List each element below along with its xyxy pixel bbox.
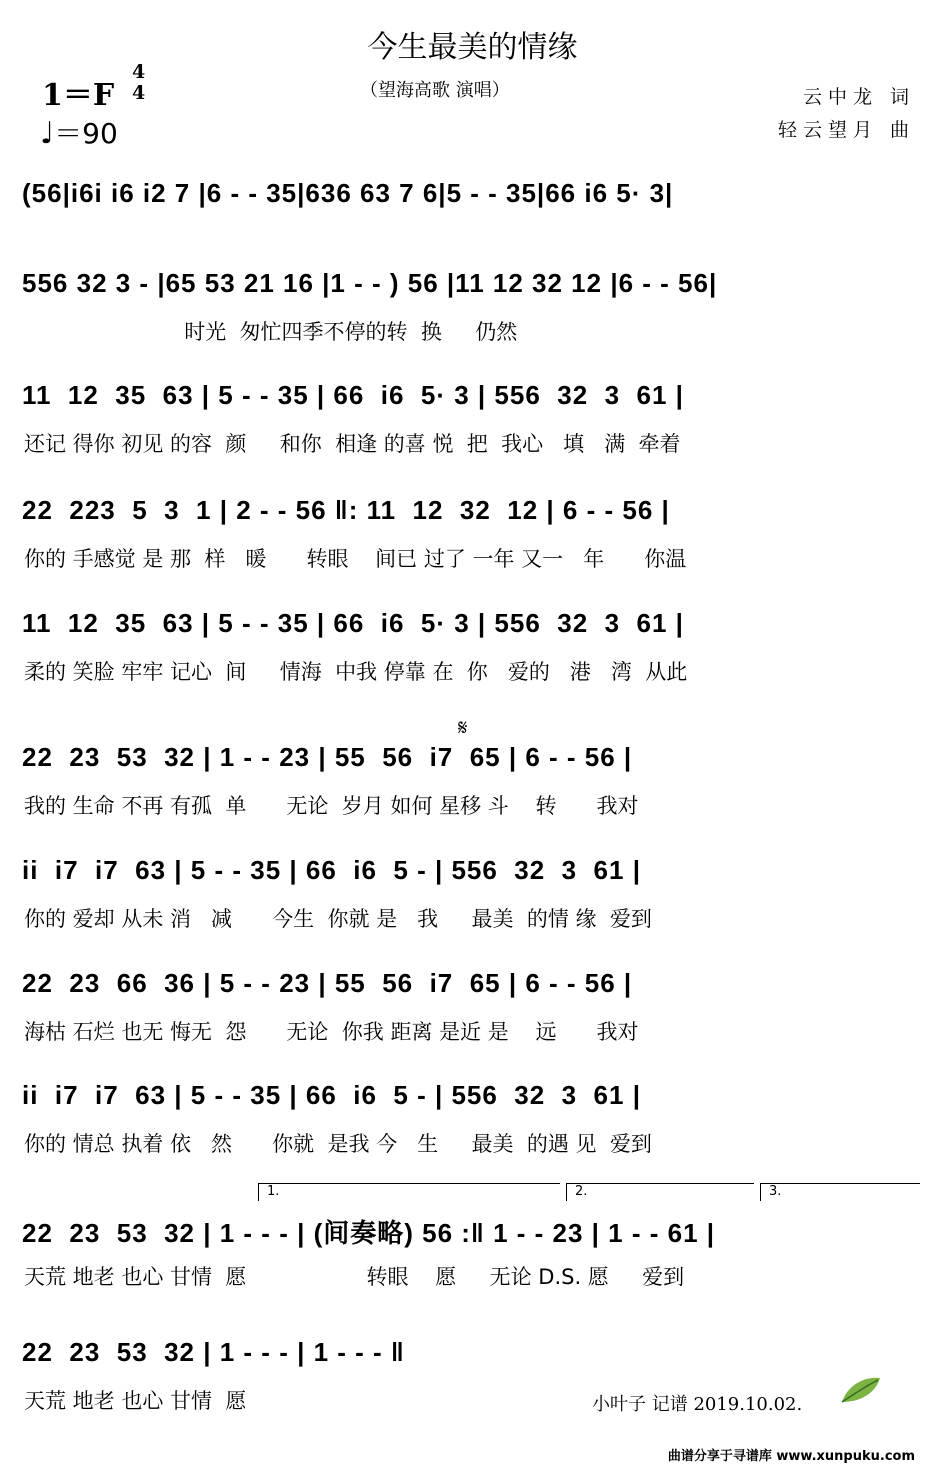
lyric-line: 天荒 地老 也心 甘情 愿 转眼 愿 无论 D.S. 愿 爱到 (24, 1265, 685, 1289)
notation-line: ii i7 i7 63 | 5 - - 35 | 66 i6 5 - | 556 32 3 61 | (22, 1080, 641, 1110)
footer-credit: 曲谱分享于寻谱库 www.xunpuku.com (667, 1449, 915, 1464)
song-title: 今生最美的情缘 (367, 30, 578, 65)
lyric-line: 时光 匆忙四季不停的转 换 仍然 (24, 320, 518, 344)
notation-line: 22 23 53 32 | 1 - - 23 | 55 56 i7 65 | 6 - - 56 | (22, 742, 633, 772)
lyric-line: 海枯 石烂 也无 悔无 怨 无论 你我 距离 是近 是 远 我对 (24, 1020, 639, 1044)
ending-1: 1. (258, 1183, 560, 1201)
composer: 轻云望月 曲 (777, 119, 915, 141)
lyric-line: 你的 爱却 从未 消 减 今生 你就 是 我 最美 的情 缘 爱到 (24, 907, 652, 931)
lyric-line: 天荒 地老 也心 甘情 愿 (24, 1389, 247, 1413)
notation-line: 22 23 53 32 | 1 - - - | 1 - - - ‖ (22, 1337, 405, 1367)
lyric-line: 我的 生命 不再 有孤 单 无论 岁月 如何 星移 斗 转 我对 (24, 794, 639, 818)
ending-2: 2. (566, 1183, 754, 1201)
lyric-line: 还记 得你 初见 的容 颜 和你 相逢 的喜 悦 把 我心 填 满 牵着 (24, 432, 681, 456)
notation-line: 22 223 5 3 1 | 2 - - 56 ‖: 11 12 32 12 | 6 - - 56 | (22, 495, 670, 525)
quarter-note-icon: ♩ (40, 116, 55, 151)
lyric-line: 你的 手感觉 是 那 样 暖 转眼 间已 过了 一年 又一 年 你温 (24, 547, 687, 571)
segno-icon: 𝄋 (458, 716, 468, 741)
ending-3: 3. (760, 1183, 920, 1201)
leaf-icon (838, 1374, 882, 1404)
notation-line: 556 32 3 - |65 53 21 16 |1 - - ) 56 |11 12 32 12 |6 - - 56| (22, 268, 718, 298)
time-signature-top: 4 (132, 61, 146, 83)
tempo-marking (40, 112, 118, 152)
notation-line: 11 12 35 63 | 5 - - 35 | 66 i6 5· 3 | 556 32 3 61 | (22, 380, 684, 410)
notation-line: 22 23 53 32 | 1 - - - | (间奏略) 56 :‖ 1 - - 23 | 1 - - 61 | (22, 1218, 716, 1248)
notation-line: ii i7 i7 63 | 5 - - 35 | 66 i6 5 - | 556 32 3 61 | (22, 855, 641, 885)
lyricist: 云中龙 词 (802, 86, 915, 108)
lyric-line: 柔的 笑脸 牢牢 记心 间 情海 中我 停靠 在 你 爱的 港 湾 从此 (24, 660, 688, 684)
tempo-value: ＝90 (54, 117, 118, 150)
notation-line: 11 12 35 63 | 5 - - 35 | 66 i6 5· 3 | 556 32 3 61 | (22, 608, 684, 638)
subtitle: （望海高歌 演唱） (360, 80, 510, 101)
time-signature-bottom: 4 (132, 82, 146, 104)
notation-line: 22 23 66 36 | 5 - - 23 | 55 56 i7 65 | 6 - - 56 | (22, 968, 633, 998)
transcriber-note: 小叶子 记谱 2019.10.02. (592, 1394, 803, 1415)
lyric-line: 你的 情总 执着 依 然 你就 是我 今 生 最美 的遇 见 爱到 (24, 1132, 652, 1156)
time-signature (132, 62, 145, 104)
notation-line: (56|i6i i6 i2 7 |6 - - 35|636 63 7 6|5 - - 35|66 i6 5· 3| (22, 178, 674, 208)
key-signature: 1＝F (42, 78, 115, 113)
